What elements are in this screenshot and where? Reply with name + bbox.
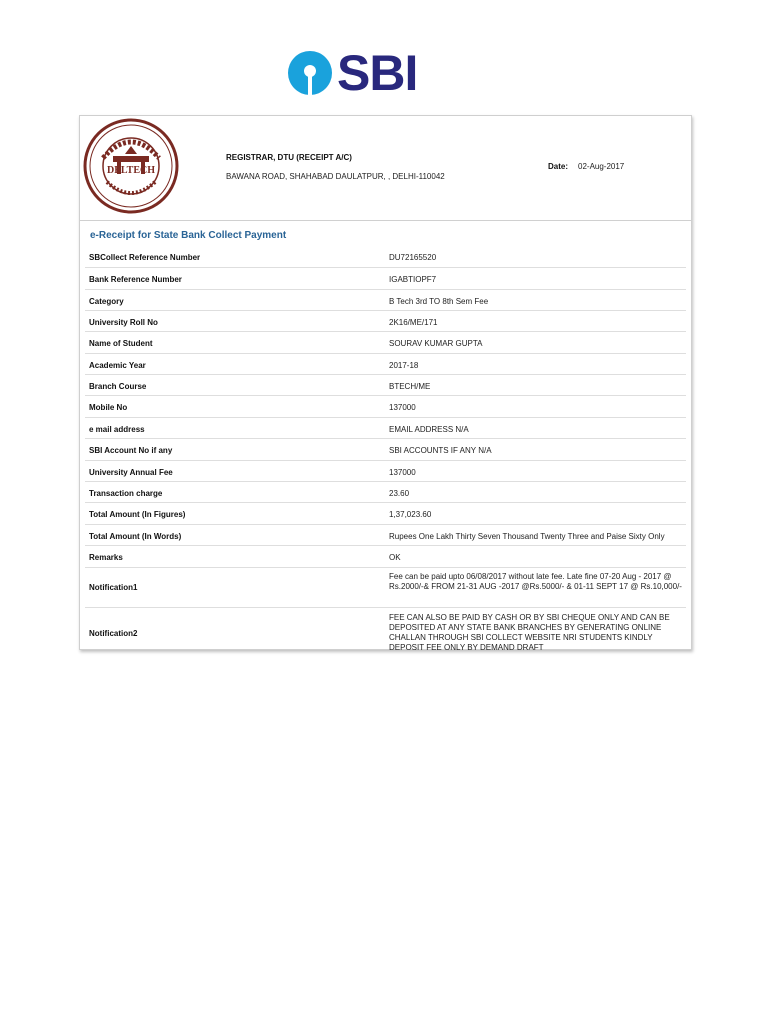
table-row (85, 268, 686, 290)
row-label: Branch Course (89, 382, 147, 391)
dtu-seal-icon (83, 118, 179, 214)
table-row (85, 311, 686, 332)
row-label: University Annual Fee (89, 468, 173, 477)
row-value: OK (389, 553, 401, 562)
row-value: Fee can be paid upto 06/08/2017 without late fee. Late fine 07-20 Aug - 2017 @ Rs.2000/-& FROM 21-31 AUG -2017 @Rs.5000/- & 01-11 SEPT 17 @ Rs.10,000/- (389, 572, 682, 591)
row-value: Rupees One Lakh Thirty Seven Thousand Twenty Three and Paise Sixty Only (389, 532, 665, 541)
table-row (85, 546, 686, 568)
row-label: Bank Reference Number (89, 275, 182, 284)
row-value: SBI ACCOUNTS IF ANY N/A (389, 446, 492, 455)
row-label: Notification2 (89, 629, 138, 638)
sbi-logo (287, 45, 418, 101)
row-value: EMAIL ADDRESS N/A (389, 425, 469, 434)
e-receipt-card (79, 115, 692, 650)
row-value: FEE CAN ALSO BE PAID BY CASH OR BY SBI CHEQUE ONLY AND CAN BE DEPOSITED AT ANY STATE BANK BRANCHES BY GENERATING ONLINE CHALLAN THROUGH SBI COLLECT WEBSITE NRI STUDENTS KINDLY DEPOSIT FEE ONLY BY DEMAND DRAFT (389, 613, 670, 652)
row-value: 2017-18 (389, 361, 419, 370)
sbi-logo-icon (287, 50, 333, 96)
receipt-table (85, 247, 686, 659)
row-label: Transaction charge (89, 489, 163, 498)
row-label: Total Amount (In Words) (89, 532, 182, 541)
table-row (85, 375, 686, 396)
row-label: Total Amount (In Figures) (89, 510, 186, 519)
row-label: Name of Student (89, 339, 153, 348)
table-row (85, 568, 686, 608)
row-value: 1,37,023.60 (389, 510, 432, 519)
row-value: 2K16/ME/171 (389, 318, 438, 327)
table-row (85, 396, 686, 418)
row-label: SBI Account No if any (89, 446, 173, 455)
row-label: Category (89, 297, 124, 306)
date-label: Date: (548, 162, 569, 171)
svg-text:DELTECH: DELTECH (107, 165, 155, 176)
table-row (85, 247, 686, 268)
row-value: SOURAV KUMAR GUPTA (389, 339, 483, 348)
row-label: University Roll No (89, 318, 158, 327)
row-label: Notification1 (89, 583, 138, 592)
row-value: IGABTIOPF7 (389, 275, 437, 284)
sbi-logo-text: SBI (337, 45, 418, 101)
table-row (85, 482, 686, 503)
payee-address: BAWANA ROAD, SHAHABAD DAULATPUR, , DELHI-110042 (226, 172, 445, 181)
row-label: Remarks (89, 553, 123, 562)
table-row (85, 503, 686, 525)
table-row (85, 461, 686, 482)
table-row (85, 439, 686, 461)
receipt-header (80, 116, 691, 221)
row-label: SBCollect Reference Number (89, 253, 201, 262)
payee-name: REGISTRAR, DTU (RECEIPT A/C) (226, 153, 352, 162)
table-row (85, 418, 686, 439)
date-value: 02-Aug-2017 (578, 162, 625, 171)
table-row (85, 332, 686, 354)
row-value: 23.60 (389, 489, 410, 498)
row-label: Academic Year (89, 361, 146, 370)
table-row (85, 354, 686, 375)
row-value: B Tech 3rd TO 8th Sem Fee (389, 297, 489, 306)
row-value: 137000 (389, 468, 416, 477)
table-row (85, 525, 686, 546)
table-row (85, 608, 686, 659)
row-value: BTECH/ME (389, 382, 431, 391)
row-value: 137000 (389, 403, 416, 412)
section-title: e-Receipt for State Bank Collect Payment (90, 230, 287, 241)
table-row (85, 290, 686, 311)
row-label: Mobile No (89, 403, 128, 412)
row-value: DU72165520 (389, 253, 437, 262)
row-label: e mail address (89, 425, 145, 434)
